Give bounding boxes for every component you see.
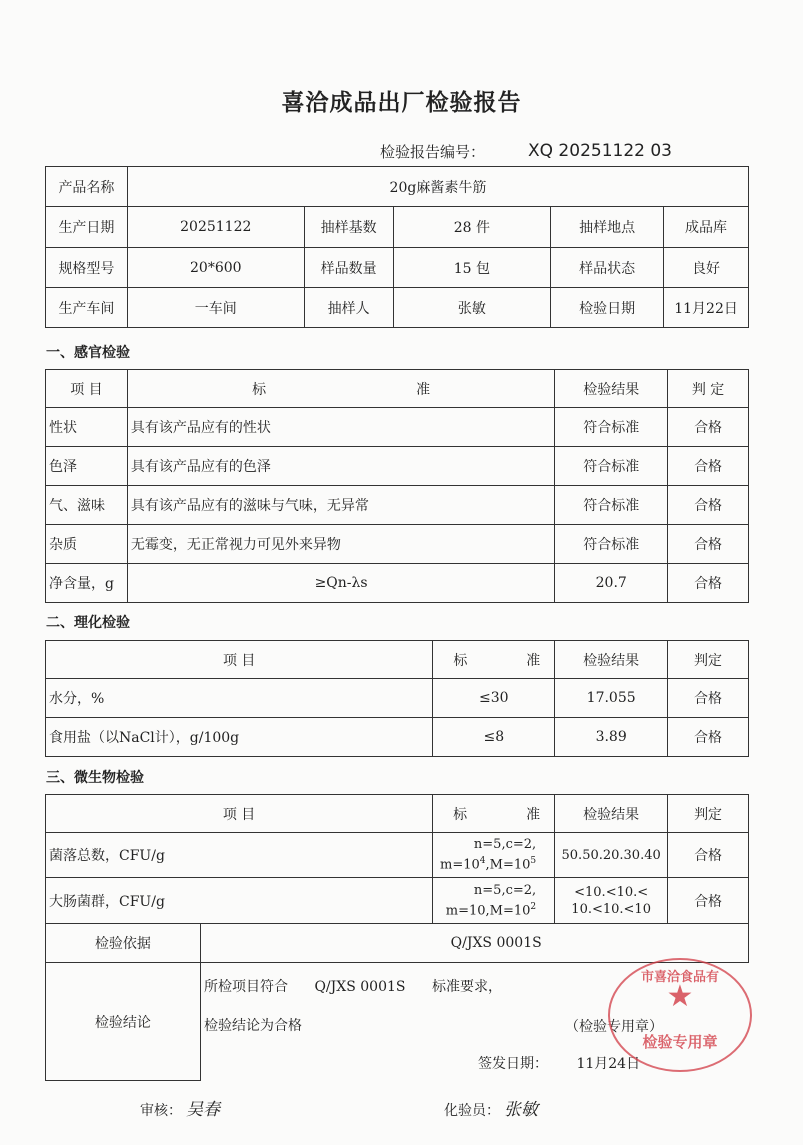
micro-item: 菌落总数，CFU/g [46, 833, 433, 878]
micro-std-d: 5 [530, 856, 537, 867]
sensory-judge: 合格 [668, 486, 749, 525]
spec-label: 规格型号 [46, 248, 128, 288]
sensory-item: 杂质 [46, 525, 128, 564]
micro-std-b: 4 [479, 856, 486, 867]
report-number-label: 检验报告编号： [380, 143, 486, 161]
section-micro: 三、微生物检验 [46, 770, 144, 786]
micro-result-line2: 10.<10.<10 [571, 901, 651, 917]
seal-bottom-text: 检验专用章 [642, 1033, 718, 1051]
issue-date-value: 11月24日 [576, 1056, 641, 1072]
sensory-result: 符合标准 [555, 486, 668, 525]
sensory-result: 20.7 [555, 564, 668, 603]
micro-std-b: 2 [530, 901, 537, 912]
micro-judge: 合格 [668, 833, 749, 878]
physchem-header-standard-a: 标 [453, 652, 468, 669]
sensory-result: 符合标准 [555, 525, 668, 564]
header-table [45, 166, 749, 328]
spec: 20*600 [127, 248, 304, 288]
report-number-value: XQ 20251122 03 [528, 141, 672, 161]
sensory-standard: 无霉变，无正常视力可见外来异物 [127, 525, 554, 564]
sensory-judge: 合格 [668, 408, 749, 447]
sensory-standard: 具有该产品应有的性状 [127, 408, 554, 447]
physchem-header-standard [433, 641, 555, 679]
micro-standard-line2 [433, 899, 536, 919]
sample-qty-label: 样品数量 [304, 248, 393, 288]
micro-header-standard [433, 795, 555, 833]
sensory-header-item: 项 目 [46, 370, 128, 408]
sample-qty: 15 包 [393, 248, 551, 288]
sample-state: 良好 [664, 248, 749, 288]
micro-header-result: 检验结果 [555, 795, 668, 833]
physchem-standard: ≤8 [433, 718, 555, 757]
micro-result-line1: <10.<10.< [574, 884, 649, 900]
micro-standard [433, 878, 555, 924]
sensory-standard: 具有该产品应有的滋味与气味，无异常 [127, 486, 554, 525]
conclusion-line1-c: 标准要求， [431, 979, 502, 995]
micro-item: 大肠菌群，CFU/g [46, 878, 433, 924]
tester-name: 张敏 [504, 1100, 538, 1120]
sampler-label: 抽样人 [304, 288, 393, 328]
seal-top-text: 市喜洽食品有 [640, 970, 719, 985]
sensory-item: 性状 [46, 408, 128, 447]
sensory-header-result: 检验结果 [555, 370, 668, 408]
issue-date [478, 1053, 640, 1073]
sample-base-label: 抽样基数 [304, 207, 393, 248]
sensory-standard: 具有该产品应有的色泽 [127, 447, 554, 486]
physchem-table [45, 640, 749, 757]
sensory-header-judge: 判 定 [668, 370, 749, 408]
sensory-judge: 合格 [668, 525, 749, 564]
sensory-table [45, 369, 749, 603]
micro-result [555, 833, 668, 878]
sampler: 张敏 [393, 288, 551, 328]
sample-place: 成品库 [664, 207, 749, 248]
physchem-header-judge: 判定 [668, 641, 749, 679]
sensory-judge: 合格 [668, 447, 749, 486]
physchem-header-standard-b: 准 [526, 652, 541, 669]
micro-standard-line1: n=5,c=2, [473, 882, 537, 898]
conclusion-label: 检验结论 [46, 963, 201, 1081]
issue-date-label: 签发日期： [478, 1056, 548, 1072]
basis-value: Q/JXS 0001S [200, 924, 748, 963]
product-name-label: 产品名称 [46, 167, 128, 207]
micro-result [555, 878, 668, 924]
report-number [380, 141, 672, 162]
conclusion-line1-a: 所检项目符合 [204, 979, 288, 995]
section-physchem: 二、理化检验 [46, 615, 130, 631]
sensory-standard: ≥Qn-λs [127, 564, 554, 603]
sensory-item: 气、滋味 [46, 486, 128, 525]
conclusion-line1-b: Q/JXS 0001S [314, 979, 406, 995]
sensory-header-standard-a: 标 [252, 381, 267, 398]
sensory-header-standard [127, 370, 554, 408]
micro-header-standard-b: 准 [526, 806, 541, 823]
tester-label: 化验员： [444, 1103, 500, 1119]
physchem-header-item: 项 目 [46, 641, 433, 679]
workshop: 一车间 [127, 288, 304, 328]
prod-date: 20251122 [127, 207, 304, 248]
physchem-judge: 合格 [668, 679, 749, 718]
inspect-date: 11月22日 [664, 288, 749, 328]
reviewer-signature [140, 1095, 220, 1120]
product-name: 20g麻酱素牛筋 [127, 167, 748, 207]
sensory-result: 符合标准 [555, 447, 668, 486]
physchem-item: 水分，% [46, 679, 433, 718]
physchem-result: 17.055 [555, 679, 668, 718]
micro-standard [433, 833, 555, 878]
sensory-header-standard-b: 准 [416, 381, 431, 398]
inspect-date-label: 检验日期 [551, 288, 664, 328]
star-icon: ★ [666, 979, 694, 1014]
micro-judge: 合格 [668, 878, 749, 924]
seal-note: （检验专用章） [565, 1019, 663, 1035]
sensory-judge: 合格 [668, 564, 749, 603]
sample-base: 28 件 [393, 207, 551, 248]
sample-state-label: 样品状态 [551, 248, 664, 288]
reviewer-name: 吴春 [186, 1100, 220, 1120]
physchem-header-result: 检验结果 [555, 641, 668, 679]
sensory-item: 色泽 [46, 447, 128, 486]
micro-standard-line1: n=5,c=2, [473, 837, 537, 853]
physchem-judge: 合格 [668, 718, 749, 757]
sensory-item: 净含量，g [46, 564, 128, 603]
reviewer-label: 审核： [140, 1103, 182, 1119]
micro-result-line1: 50.50.20.30.40 [561, 847, 661, 863]
micro-std-a: m=10 [440, 857, 480, 873]
tester-signature [444, 1095, 538, 1120]
micro-header-judge: 判定 [668, 795, 749, 833]
micro-header-item: 项 目 [46, 795, 433, 833]
physchem-result: 3.89 [555, 718, 668, 757]
conclusion-line1 [204, 976, 502, 996]
basis-label: 检验依据 [46, 924, 201, 963]
inspection-seal [608, 958, 752, 1072]
micro-header-standard-a: 标 [453, 806, 468, 823]
physchem-standard: ≤30 [433, 679, 555, 718]
conclusion-line2: 检验结论为合格 [204, 1018, 302, 1034]
report-title: 喜洽成品出厂检验报告 [281, 90, 522, 116]
prod-date-label: 生产日期 [46, 207, 128, 248]
micro-std-a: m=10,M=10 [445, 903, 531, 919]
section-sensory: 一、感官检验 [46, 345, 130, 361]
micro-standard-line2 [433, 853, 536, 873]
workshop-label: 生产车间 [46, 288, 128, 328]
sample-place-label: 抽样地点 [551, 207, 664, 248]
micro-std-c: ,M=10 [485, 857, 531, 873]
physchem-item: 食用盐（以NaCl计），g/100g [46, 718, 433, 757]
sensory-result: 符合标准 [555, 408, 668, 447]
